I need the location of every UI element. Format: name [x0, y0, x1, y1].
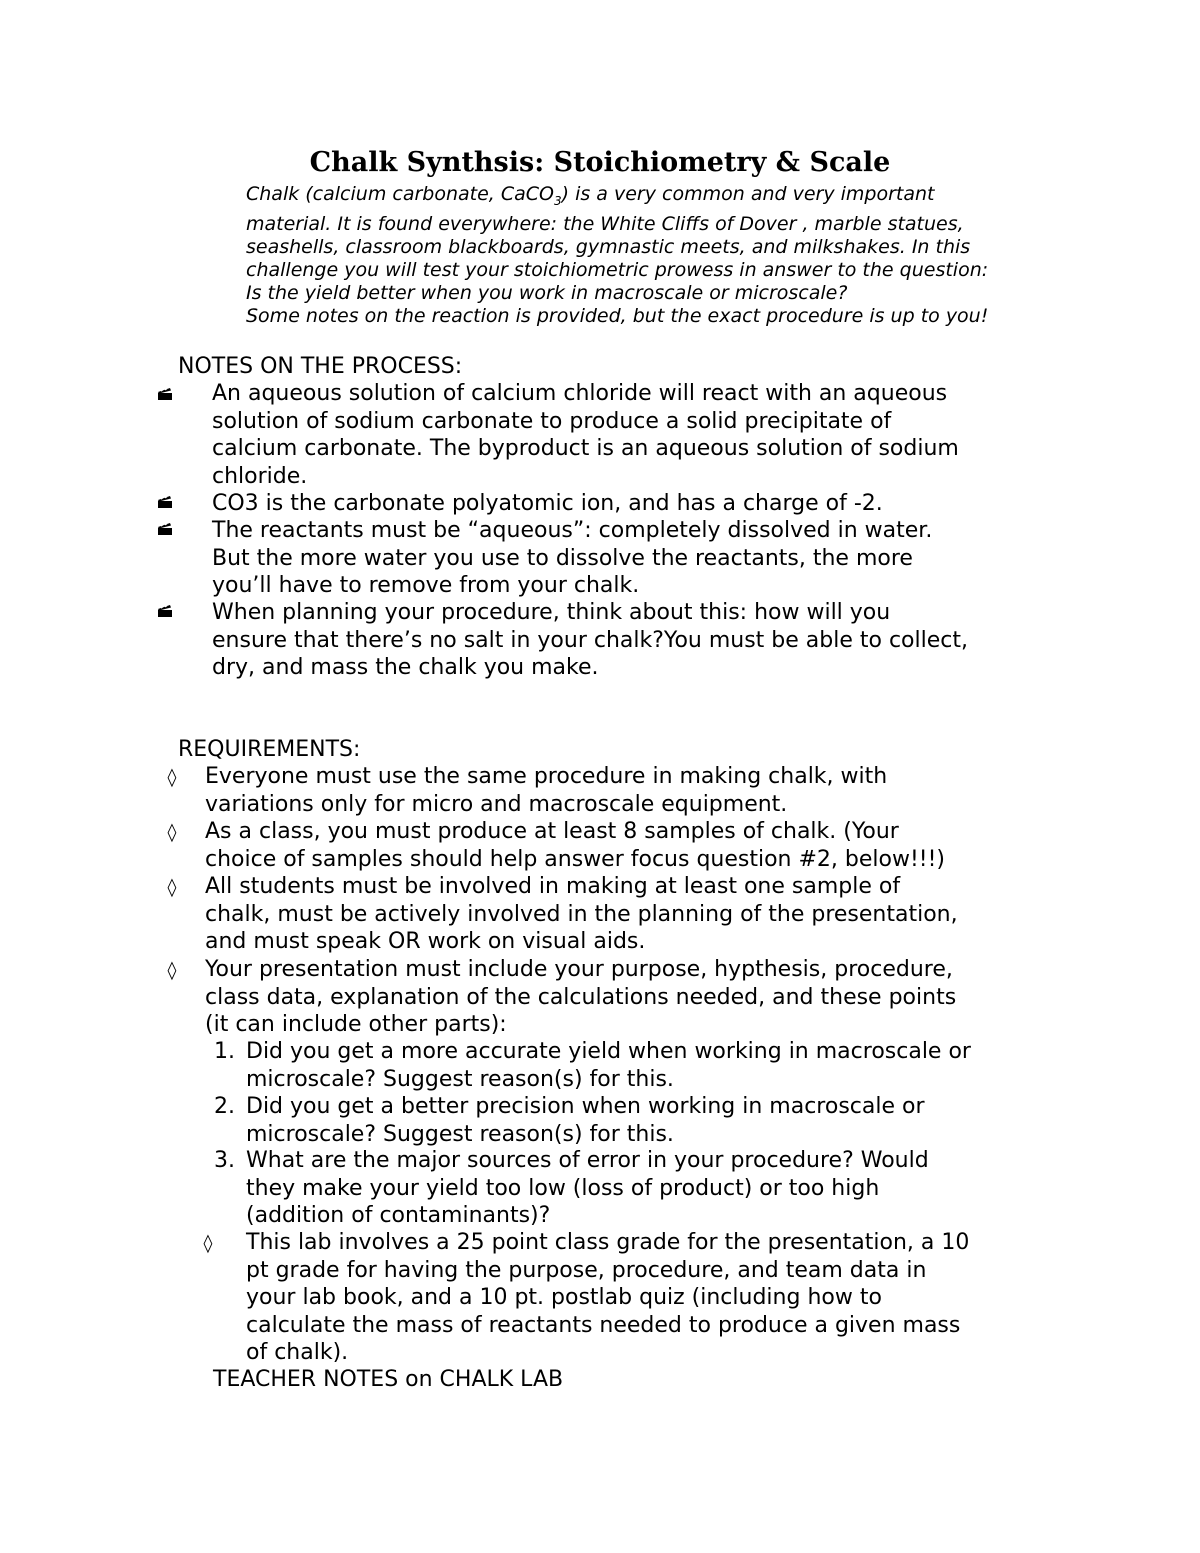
list-item-line: CO3 is the carbonate polyatomic ion, and has a charge of -2. — [212, 491, 883, 516]
list-item-line: What are the major sources of error in your procedure? Would — [246, 1148, 929, 1173]
bullet-marker: ◊ — [167, 960, 177, 981]
list-item-line: Did you get a more accurate yield when working in macroscale or — [246, 1039, 971, 1064]
list-item-line: your lab book, and a 10 pt. postlab quiz (including how to — [246, 1285, 882, 1310]
question-number: 3. — [214, 1148, 235, 1173]
teacher-notes-heading: TEACHER NOTES on CHALK LAB — [213, 1367, 564, 1392]
list-item-line: As a class, you must produce at least 8 samples of chalk. (Your — [205, 819, 899, 844]
list-item-line: When planning your procedure, think about this: how will you — [212, 600, 891, 625]
intro-line: material. It is found everywhere: the White Cliffs of Dover , marble statues, — [246, 212, 964, 235]
list-item-line: and must speak OR work on visual aids. — [205, 929, 646, 954]
list-item-line: calculate the mass of reactants needed to produce a given mass — [246, 1312, 961, 1338]
list-item — [212, 490, 883, 518]
list-item — [212, 380, 959, 490]
clapperboard-icon — [157, 522, 173, 536]
list-item — [205, 818, 945, 873]
intro-line: Is the yield better when you work in macroscale or microscale? — [246, 281, 848, 304]
list-item-line: solution of sodium carbonate to produce a solid precipitate of — [212, 408, 892, 434]
list-item-line: (addition of contaminants)? — [246, 1203, 551, 1228]
list-item-line: Your presentation must include your purpose, hypthesis, procedure, — [205, 957, 953, 982]
requirements-heading: REQUIREMENTS: — [178, 737, 361, 762]
list-item-line: you’ll have to remove from your chalk. — [212, 573, 640, 598]
list-item — [246, 1038, 971, 1093]
list-item — [205, 873, 958, 956]
bullet-marker: ◊ — [167, 822, 177, 843]
list-item — [212, 599, 968, 682]
list-item-line: This lab involves a 25 point class grade for the presentation, a 10 — [246, 1230, 970, 1255]
list-item-line: dry, and mass the chalk you make. — [212, 655, 599, 680]
list-item-line: (it can include other parts): — [205, 1012, 507, 1037]
grade-note — [246, 1229, 969, 1367]
list-item — [246, 1147, 929, 1230]
list-item-line: But the more water you use to dissolve the reactants, the more — [212, 545, 913, 571]
list-item-line: chalk, must be actively involved in the planning of the presentation, — [205, 901, 958, 927]
question-number: 2. — [214, 1094, 235, 1119]
clapperboard-icon — [157, 387, 173, 401]
intro-line: Some notes on the reaction is provided, but the exact procedure is up to you! — [246, 304, 989, 327]
list-item — [205, 956, 956, 1039]
list-item — [212, 517, 932, 600]
list-item-line: microscale? Suggest reason(s) for this. — [246, 1121, 674, 1147]
question-number: 1. — [214, 1039, 235, 1064]
clapperboard-icon — [157, 604, 173, 618]
bullet-marker: ◊ — [167, 877, 177, 898]
bullet-marker: ◊ — [203, 1233, 213, 1254]
list-item — [205, 763, 887, 818]
list-item-line: All students must be involved in making at least one sample of — [205, 874, 901, 899]
clapperboard-icon — [157, 495, 173, 509]
list-item-line: class data, explanation of the calculations needed, and these points — [205, 984, 957, 1010]
list-item-line: An aqueous solution of calcium chloride will react with an aqueous — [212, 381, 948, 406]
list-item-line: of chalk). — [246, 1340, 349, 1365]
intro-paragraph — [246, 183, 1046, 328]
list-item-line: they make your yield too low (loss of product) or too high — [246, 1175, 880, 1201]
notes-heading: NOTES ON THE PROCESS: — [178, 354, 463, 379]
list-item-line: variations only for micro and macroscale equipment. — [205, 791, 788, 817]
list-item-line: The reactants must be “aqueous”: completely dissolved in water. — [212, 518, 933, 543]
intro-line: seashells, classroom blackboards, gymnastic meets, and milkshakes. In this — [246, 235, 971, 258]
list-item-line: Did you get a better precision when working in macroscale or — [246, 1094, 925, 1119]
intro-line: Chalk (calcium carbonate, CaCO$_3$) is a very common and very important — [246, 183, 935, 208]
list-item — [246, 1093, 925, 1148]
bullet-marker: ◊ — [167, 767, 177, 788]
document-title: Chalk Synthsis: Stoichiometry & Scale — [309, 147, 891, 178]
list-item-line: pt grade for having the purpose, procedure, and team data in — [246, 1257, 927, 1283]
list-item-line: ensure that there’s no salt in your chalk?You must be able to collect, — [212, 627, 968, 653]
list-item-line: choice of samples should help answer focus question #2, below!!!) — [205, 846, 946, 872]
list-item-line: calcium carbonate. The byproduct is an aqueous solution of sodium — [212, 436, 959, 461]
list-item-line: microscale? Suggest reason(s) for this. — [246, 1066, 674, 1092]
list-item-line: chloride. — [212, 463, 308, 489]
list-item-line: Everyone must use the same procedure in making chalk, with — [205, 764, 888, 789]
intro-line: challenge you will test your stoichiometric prowess in answer to the question: — [246, 258, 989, 281]
